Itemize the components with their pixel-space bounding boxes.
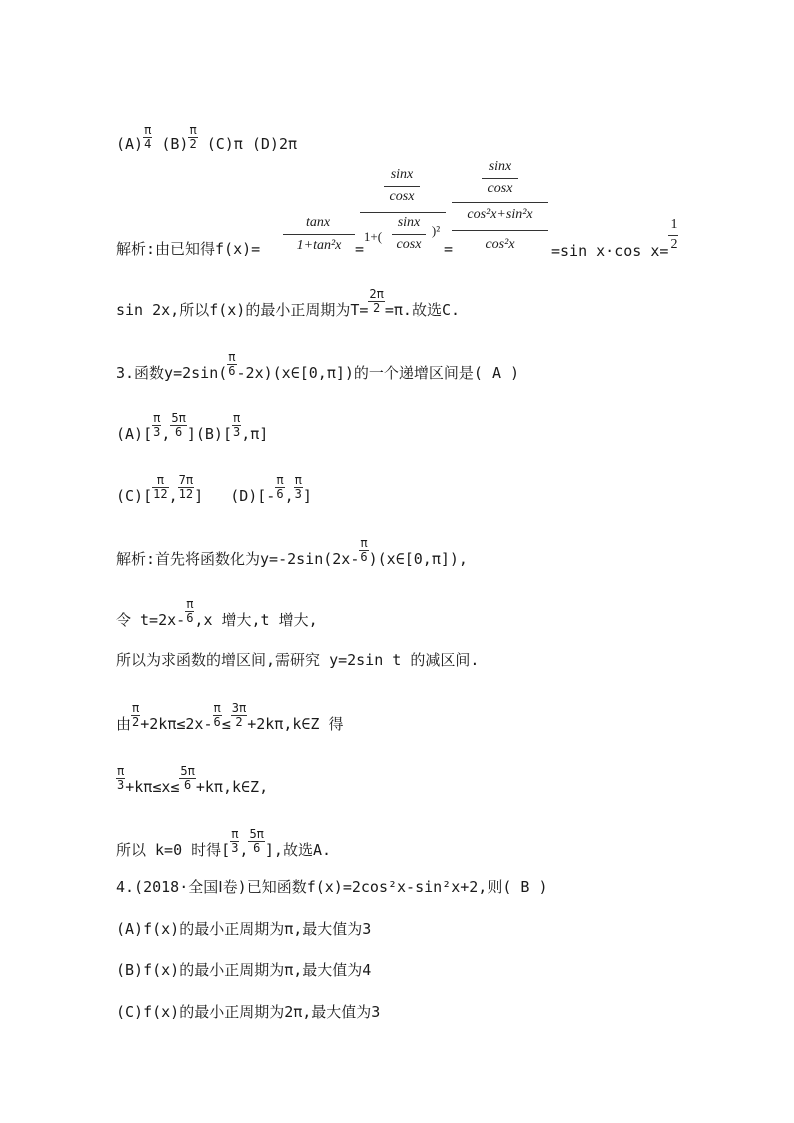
inner-num: sinx: [397, 215, 421, 230]
q4-option-a: (A)f(x)的最小正周期为π,最大值为3: [116, 920, 372, 938]
inner-den: cosx: [396, 237, 422, 252]
fraction: $\frac{\pi}{2}$: [132, 701, 140, 729]
q3-solution-3: 所以为求函数的增区间,需研究 y=2sin t 的减区间.: [116, 651, 480, 669]
q3-solution-4: 由 $\frac{\pi}{2}$ +2kπ≤2x- $\frac{\pi}{6}$ ≤ $\frac{3\pi}{2}$ +2kπ,k∈Z 得: [116, 701, 344, 733]
fraction-bar: [283, 234, 355, 235]
main-fraction-bar: [360, 212, 446, 213]
fraction: $\frac{\pi}{6}$: [276, 473, 284, 501]
middle-expression: cos²x+sin²x: [467, 207, 533, 222]
fraction-den-post: )²: [431, 223, 441, 238]
fraction-tan: tanx: [305, 215, 331, 230]
fraction-half-den: 2: [670, 237, 678, 252]
fraction: $\frac{\pi}{6}$: [228, 350, 236, 378]
fraction: $\frac{5\pi}{6}$: [180, 764, 195, 792]
q3-solution-5: $\frac{\pi}{3}$ +kπ≤x≤ $\frac{5\pi}{6}$ +kπ,k∈Z,: [117, 764, 269, 796]
q2-conclusion: sin 2x,所以f(x)的最小正周期为T= $\frac{2\pi}{2}$ =π.故选C.: [116, 287, 461, 319]
fraction: $\frac{\pi}{2}$: [189, 123, 197, 151]
fraction-tan-den: 1+tan²x: [296, 238, 342, 253]
fraction: $\frac{\pi}{4}$: [144, 123, 152, 151]
q4-option-c: (C)f(x)的最小正周期为2π,最大值为3: [116, 1003, 381, 1021]
equals: =: [444, 240, 454, 258]
q2-options: (A) $\frac{\pi}{4}$ (B) $\frac{\pi}{2}$ (C)π (D)2π: [116, 123, 298, 153]
fraction-bar: [384, 186, 420, 187]
nested-numerator: sinx: [488, 159, 512, 174]
fraction: $\frac{2\pi}{2}$: [369, 287, 384, 315]
fraction: $\frac{\pi}{6}$: [213, 701, 221, 729]
fraction: $\frac{7\pi}{12}$: [178, 473, 194, 501]
fraction: $\frac{\pi}{3}$: [231, 827, 239, 855]
main-fraction-bar: [452, 230, 548, 231]
q2-equals-sin-cos: =sin x·cos x=: [551, 242, 669, 260]
fraction: $\frac{\pi}{3}$: [294, 473, 302, 501]
fraction: $\frac{\pi}{3}$: [233, 411, 241, 439]
q4-stem: 4.(2018·全国Ⅰ卷)已知函数f(x)=2cos²x-sin²x+2,则( B ): [116, 878, 548, 896]
fraction: $\frac{\pi}{3}$: [153, 411, 161, 439]
fraction: $\frac{5\pi}{6}$: [171, 411, 186, 439]
fraction: $\frac{\pi}{3}$: [117, 764, 125, 792]
bottom-expression: cos²x: [485, 237, 515, 252]
fraction-den-pre: 1+(: [363, 229, 383, 244]
fraction: $\frac{\pi}{12}$: [153, 473, 168, 501]
fraction-bar: [482, 178, 518, 179]
q3-solution-2: 令 t=2x- $\frac{\pi}{6}$ ,x 增大,t 增大,: [116, 597, 318, 629]
q2-solution-label: 解析:由已知得f(x)=: [116, 240, 261, 258]
fraction-bar: [452, 202, 548, 203]
q3-solution-1: 解析:首先将函数化为y=-2sin(2x- $\frac{\pi}{6}$ )(x∈[0,π]),: [116, 536, 468, 568]
fraction: $\frac{3\pi}{2}$: [231, 701, 247, 729]
q3-solution-6: 所以 k=0 时得[ $\frac{\pi}{3}$ , $\frac{5\pi}{6}$ ],故选A.: [116, 827, 332, 859]
fraction: $\frac{\pi}{6}$: [360, 536, 368, 564]
q4-option-b: (B)f(x)的最小正周期为π,最大值为4: [116, 961, 372, 979]
fraction: $\frac{\pi}{6}$: [186, 597, 194, 625]
fraction: $\frac{5\pi}{6}$: [249, 827, 264, 855]
fraction-half-num: 1: [670, 217, 678, 232]
nested-numerator: sinx: [390, 167, 414, 182]
equals: =: [355, 240, 365, 258]
nested-denominator: cosx: [389, 189, 415, 204]
nested-denominator: cosx: [487, 181, 513, 196]
q3-stem: 3.函数y=2sin( $\frac{\pi}{6}$ -2x)(x∈[0,π])的一个递增区间是( A ): [116, 350, 520, 382]
q3-options-ab: (A)[ $\frac{\pi}{3}$ , $\frac{5\pi}{6}$ ](B)[ $\frac{\pi}{3}$ ,π]: [116, 411, 269, 443]
q3-options-cd: (C)[ $\frac{\pi}{12}$ , $\frac{7\pi}{12}$ ] (D)[- $\frac{\pi}{6}$ , $\frac{\pi}{3}$ ]: [116, 473, 312, 505]
fraction-bar: [392, 234, 426, 235]
